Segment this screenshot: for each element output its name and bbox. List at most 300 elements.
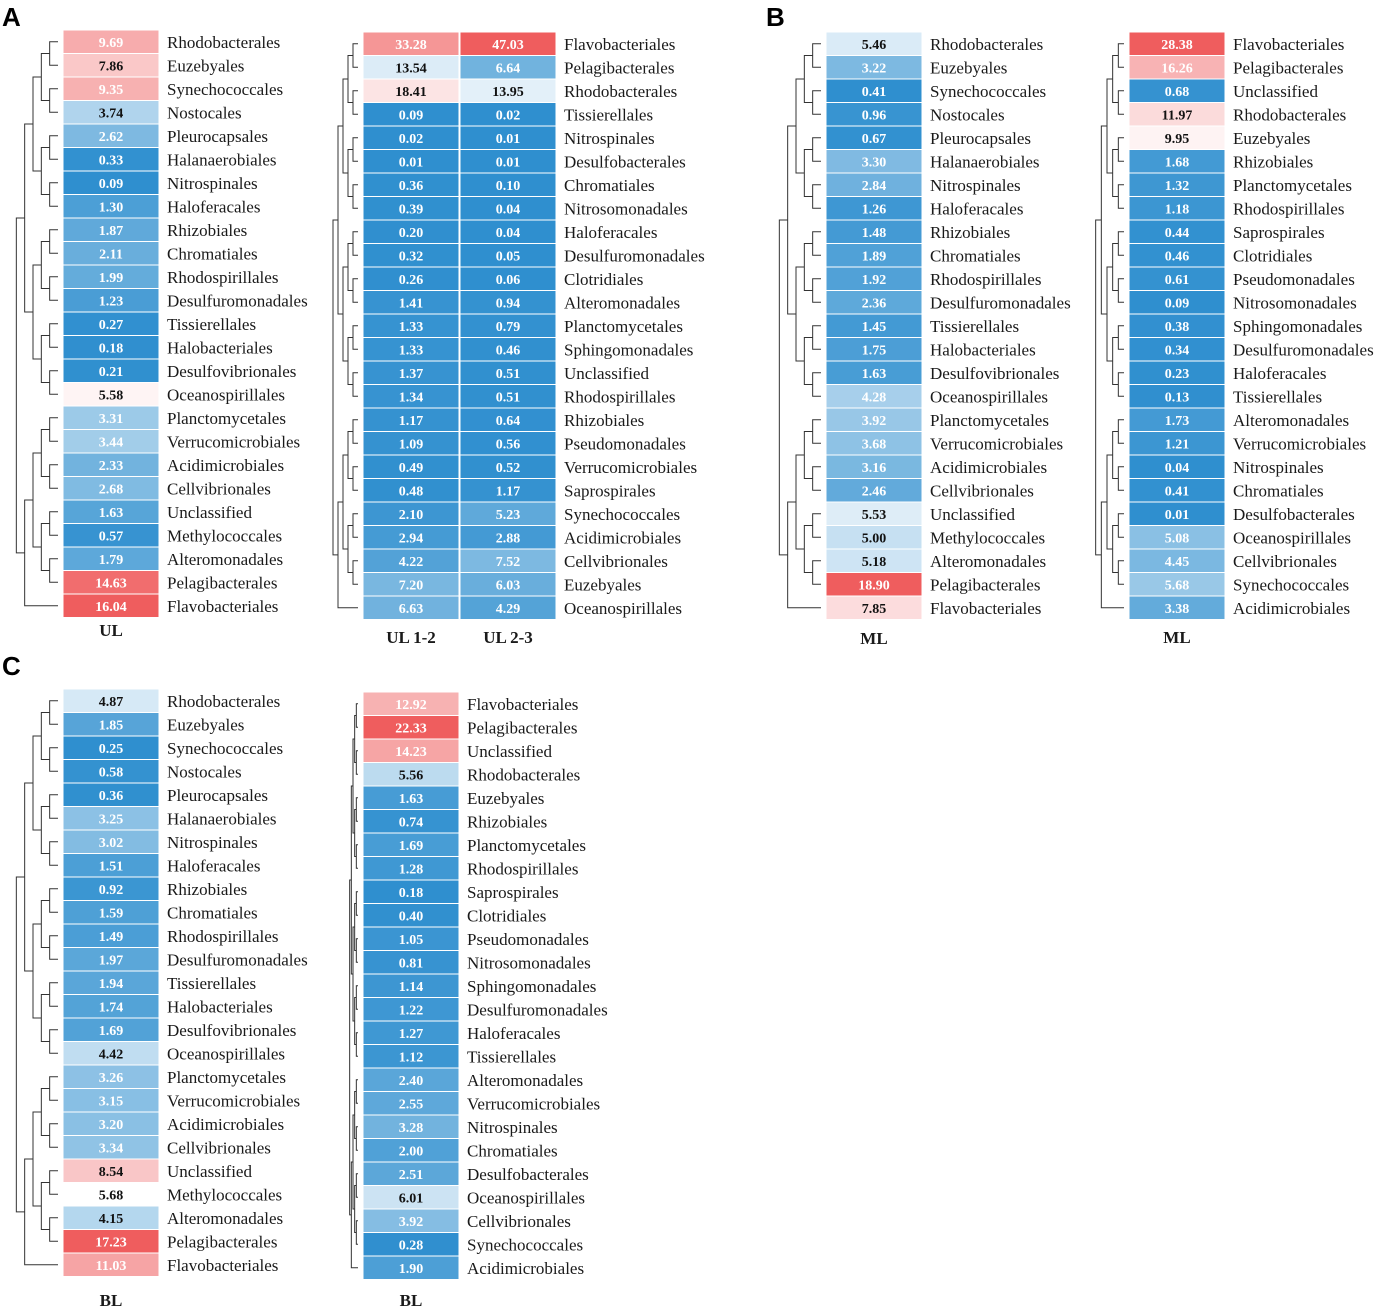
row-label: Verrucomicrobiales (467, 1094, 601, 1114)
row-label: Rhodobacterales (564, 81, 678, 101)
row-label: Cellvibrionales (167, 479, 271, 499)
row-label: Rhodobacterales (167, 32, 281, 52)
row-label: Synechococcales (1233, 575, 1350, 595)
row-label: Unclassified (167, 502, 252, 522)
row-label: Synechococcales (930, 81, 1047, 101)
dendrogram-branch (25, 783, 33, 971)
dendrogram-branch (804, 244, 812, 291)
cell-value-label: 0.13 (1164, 390, 1190, 406)
row-label: Rhodospirillales (167, 267, 279, 287)
cell-value-label: 0.01 (1164, 507, 1190, 523)
cell-value-label: 1.22 (398, 1003, 424, 1019)
cell-value-label: 14.63 (95, 576, 127, 592)
dendrogram-branch (356, 1174, 358, 1198)
dendrogram-branch (1096, 220, 1102, 555)
cell-value-label: 1.37 (398, 366, 424, 382)
dendrogram-branch (50, 1218, 58, 1242)
cell-value-label: 0.23 (1164, 366, 1190, 382)
row-label: Saprospirales (564, 481, 656, 501)
row-label: Desulfuromonadales (467, 1000, 608, 1020)
cell-value-label: 1.59 (98, 906, 124, 922)
cell-value-label: 1.14 (398, 979, 424, 995)
dendrogram-branch (353, 232, 358, 256)
row-label: Acidimicrobiales (930, 457, 1048, 477)
cell-value-label: 6.63 (398, 601, 424, 617)
dendrogram-branch (1118, 373, 1124, 397)
row-label: Planctomycetales (167, 408, 286, 428)
dendrogram-branch (1113, 150, 1119, 197)
row-label: Desulfobacterales (564, 152, 686, 172)
cell-value-label: 16.04 (95, 599, 127, 615)
row-label: Synechococcales (167, 79, 284, 99)
dendrogram-branch (353, 467, 358, 491)
dendrogram-branch (343, 79, 348, 173)
cell-value-label: 12.92 (395, 697, 427, 713)
cell-value-label: 1.85 (98, 718, 124, 734)
row-label: Rhodobacterales (930, 34, 1044, 54)
row-label: Chromatiales (167, 903, 258, 923)
cell-value-label: 14.23 (395, 744, 427, 760)
row-label: Rhodospirillales (1233, 199, 1345, 219)
cell-value-label: 6.03 (495, 578, 521, 594)
cell-value-label: 2.84 (861, 178, 887, 194)
dendrogram-branch (348, 432, 353, 479)
row-label: Tissierellales (167, 973, 257, 993)
dendrogram-branch (796, 455, 804, 549)
row-label: Unclassified (1233, 81, 1318, 101)
cell-value-label: 1.89 (861, 249, 887, 265)
dendrogram-branch (356, 1127, 358, 1151)
dendrogram-branch (50, 983, 58, 1007)
dendrogram-branch (33, 1112, 41, 1206)
column-label: BL (99, 1291, 123, 1308)
panel-label-a: A (2, 2, 21, 32)
cell-value-label: 0.01 (398, 155, 424, 171)
dendrogram-branch (813, 326, 821, 350)
cell-value-label: 7.20 (398, 578, 424, 594)
dendrogram-branch (50, 42, 58, 66)
cell-value-label: 3.28 (398, 1120, 424, 1136)
dendrogram-branch (50, 324, 58, 348)
dendrogram-branch (50, 795, 58, 819)
cell-value-label: 0.79 (495, 319, 521, 335)
dendrogram-branch (348, 526, 353, 573)
dendrogram-branch (50, 277, 58, 301)
cell-value-label: 3.92 (861, 413, 887, 429)
row-label: Tissierellales (1233, 387, 1323, 407)
dendrogram-branch (813, 138, 821, 162)
cell-value-label: 7.86 (98, 59, 124, 75)
dendrogram-branch (16, 877, 24, 1212)
cell-value-label: 5.56 (398, 768, 424, 784)
cell-value-label: 0.41 (1164, 484, 1190, 500)
cell-value-label: 2.36 (861, 296, 887, 312)
dendrogram-branch (1113, 526, 1119, 573)
row-label: Euzebyales (564, 575, 642, 595)
row-label: Nostocales (167, 103, 242, 123)
row-label: Rhodospirillales (930, 269, 1042, 289)
cell-value-label: 0.25 (98, 741, 124, 757)
cell-value-label: 0.34 (1164, 343, 1190, 359)
row-label: Pseudomonadales (467, 929, 589, 949)
dendrogram-branch (41, 901, 49, 948)
dendrogram-branch (16, 218, 24, 553)
dendrogram-branch (804, 526, 812, 573)
cell-value-label: 0.41 (861, 84, 887, 100)
row-label: Clotridiales (564, 269, 644, 289)
row-label: Pseudomonadales (564, 434, 686, 454)
row-label: Verrucomicrobiales (167, 1091, 301, 1111)
dendrogram-branch (50, 1030, 58, 1054)
column-label: ML (1163, 628, 1191, 647)
cell-value-label: 6.64 (495, 61, 521, 77)
row-label: Chromatiales (167, 244, 258, 264)
row-label: Sphingomonadales (564, 340, 694, 360)
cell-value-label: 16.26 (1161, 61, 1193, 77)
cell-value-label: 0.18 (398, 885, 424, 901)
row-label: Saprospirales (1233, 222, 1325, 242)
row-label: Acidimicrobiales (167, 455, 285, 475)
cell-value-label: 0.57 (98, 529, 124, 545)
dendrogram-branch (356, 986, 358, 1010)
cell-value-label: 1.18 (1164, 202, 1190, 218)
cell-value-label: 4.22 (398, 554, 424, 570)
cell-value-label: 5.23 (495, 507, 521, 523)
cell-value-label: 4.45 (1164, 554, 1190, 570)
row-label: Desulfuromonadales (930, 293, 1071, 313)
cell-value-label: 1.75 (861, 343, 887, 359)
cell-value-label: 1.87 (98, 223, 124, 239)
cell-value-label: 0.56 (495, 437, 521, 453)
cell-value-label: 1.30 (98, 200, 124, 216)
cell-value-label: 1.63 (398, 791, 424, 807)
cell-value-label: 0.46 (495, 343, 521, 359)
row-label: Pelagibacterales (167, 1232, 278, 1252)
cell-value-label: 0.36 (398, 178, 424, 194)
row-label: Sphingomonadales (1233, 316, 1363, 336)
dendrogram-branch (50, 183, 58, 207)
dendrogram-branch (1107, 455, 1113, 549)
cell-value-label: 0.09 (398, 108, 424, 124)
cell-value-label: 0.02 (398, 131, 424, 147)
row-label: Cellvibrionales (930, 481, 1034, 501)
dendrogram-branch (779, 220, 787, 555)
dendrogram-branch (1113, 338, 1119, 385)
cell-value-label: 0.40 (398, 909, 424, 925)
dendrogram-branch (1118, 44, 1124, 68)
cell-value-label: 0.49 (398, 460, 424, 476)
cell-value-label: 1.79 (98, 552, 124, 568)
row-label: Desulfovibrionales (167, 1020, 297, 1040)
cell-value-label: 1.48 (861, 225, 887, 241)
cell-value-label: 3.92 (398, 1214, 424, 1230)
row-label: Oceanospirillales (564, 598, 683, 618)
row-label: Planctomycetales (1233, 175, 1352, 195)
dendrogram-branch (353, 91, 358, 115)
cell-value-label: 0.92 (98, 882, 124, 898)
dendrogram-branch (1118, 514, 1124, 538)
cell-value-label: 0.04 (495, 225, 521, 241)
cell-value-label: 13.95 (492, 84, 524, 100)
dendrogram-branch (50, 136, 58, 160)
cell-value-label: 1.49 (98, 929, 124, 945)
cell-value-label: 3.68 (861, 437, 887, 453)
cell-value-label: 0.94 (495, 296, 521, 312)
cell-value-label: 4.15 (98, 1211, 124, 1227)
dendrogram-branch (50, 889, 58, 913)
row-label: Haloferacales (167, 856, 261, 876)
dendrogram-branch (1113, 244, 1119, 291)
row-label: Desulfobacterales (1233, 504, 1355, 524)
dendrogram-branch (50, 559, 58, 583)
cell-value-label: 2.00 (398, 1144, 424, 1160)
row-label: Chromatiales (930, 246, 1021, 266)
dendrogram-branch (1107, 267, 1113, 361)
dendrogram-branch (1118, 561, 1124, 585)
dendrogram-branch (50, 1171, 58, 1195)
row-label: Flavobacteriales (564, 34, 676, 54)
cell-value-label: 3.30 (861, 155, 887, 171)
dendrogram-branch (804, 56, 812, 103)
row-label: Synechococcales (167, 738, 284, 758)
cell-value-label: 33.28 (395, 37, 427, 53)
row-label: Cellvibrionales (1233, 551, 1337, 571)
dendrogram-branch (50, 1077, 58, 1101)
row-label: Methylococcales (167, 526, 283, 546)
row-label: Desulfuromonadales (167, 291, 308, 311)
row-label: Alteromonadales (930, 551, 1047, 571)
cell-value-label: 5.53 (861, 507, 887, 523)
row-label: Rhizobiales (930, 222, 1011, 242)
row-label: Nitrospinales (167, 173, 258, 193)
heatmap-a-1 (333, 32, 705, 647)
dendrogram-branch (50, 1124, 58, 1148)
cell-value-label: 1.09 (398, 437, 424, 453)
cell-value-label: 1.33 (398, 319, 424, 335)
cell-value-label: 0.09 (98, 176, 124, 192)
column-label: ML (860, 629, 888, 648)
row-label: Pelagibacterales (467, 718, 578, 738)
row-label: Haloferacales (467, 1023, 561, 1043)
cell-value-label: 3.15 (98, 1094, 124, 1110)
row-label: Oceanospirillales (467, 1188, 586, 1208)
row-label: Pseudomonadales (1233, 269, 1355, 289)
row-label: Halobacteriales (167, 338, 273, 358)
dendrogram-branch (804, 338, 812, 385)
cell-value-label: 1.12 (398, 1050, 424, 1066)
cell-value-label: 8.54 (98, 1164, 124, 1180)
row-label: Flavobacteriales (1233, 34, 1345, 54)
dendrogram-branch (348, 56, 353, 103)
cell-value-label: 0.74 (398, 815, 424, 831)
row-label: Halanaerobiales (167, 809, 277, 829)
cell-value-label: 1.32 (1164, 178, 1190, 194)
cell-value-label: 1.27 (398, 1026, 424, 1042)
row-label: Chromatiales (1233, 481, 1324, 501)
cell-value-label: 1.23 (98, 294, 124, 310)
cell-value-label: 0.04 (495, 202, 521, 218)
cell-value-label: 3.44 (98, 435, 124, 451)
dendrogram-branch (50, 89, 58, 113)
row-label: Pleurocapsales (930, 128, 1032, 148)
row-label: Rhizobiales (467, 812, 548, 832)
heatmap-a-0 (16, 30, 307, 640)
dendrogram-branch (804, 432, 812, 479)
row-label: Unclassified (930, 504, 1015, 524)
cell-value-label: 1.74 (98, 1000, 124, 1016)
row-label: Rhodospirillales (467, 859, 579, 879)
heatmap-b-2 (779, 32, 1070, 648)
dendrogram-branch (343, 267, 348, 361)
cell-value-label: 1.69 (398, 838, 424, 854)
row-label: Clotridiales (467, 906, 547, 926)
cell-value-label: 11.03 (95, 1258, 127, 1274)
row-label: Acidimicrobiales (467, 1258, 585, 1278)
dendrogram-branch (356, 1080, 358, 1104)
dendrogram-branch (50, 465, 58, 489)
cell-value-label: 0.39 (398, 202, 424, 218)
dendrogram-branch (813, 279, 821, 303)
cell-value-label: 2.94 (398, 531, 424, 547)
cell-value-label: 0.46 (1164, 249, 1190, 265)
dendrogram-branch (1118, 467, 1124, 491)
cell-value-label: 1.21 (1164, 437, 1190, 453)
row-label: Haloferacales (167, 197, 261, 217)
cell-value-label: 0.02 (495, 108, 521, 124)
row-label: Planctomycetales (167, 1067, 286, 1087)
row-label: Chromatiales (467, 1141, 558, 1161)
row-label: Oceanospirillales (930, 387, 1049, 407)
row-label: Oceanospirillales (1233, 528, 1352, 548)
row-label: Nitrospinales (1233, 457, 1324, 477)
dendrogram-branch (356, 704, 358, 728)
heatmap-c-5 (350, 692, 608, 1308)
cell-value-label: 3.20 (98, 1117, 124, 1133)
cell-value-label: 2.11 (99, 247, 123, 263)
row-label: Pelagibacterales (564, 58, 675, 78)
cell-value-label: 1.94 (98, 976, 124, 992)
row-label: Euzebyales (930, 58, 1008, 78)
cell-value-label: 0.01 (495, 131, 521, 147)
row-label: Saprospirales (467, 882, 559, 902)
cell-value-label: 0.51 (495, 366, 521, 382)
row-label: Desulfuromonadales (1233, 340, 1374, 360)
row-label: Pleurocapsales (167, 126, 269, 146)
cell-value-label: 11.97 (1161, 108, 1193, 124)
cell-value-label: 0.52 (495, 460, 521, 476)
dendrogram-branch (1113, 56, 1119, 103)
cell-value-label: 0.68 (1164, 84, 1190, 100)
cell-value-label: 6.01 (398, 1191, 424, 1207)
dendrogram-branch (353, 138, 358, 162)
row-label: Pelagibacterales (167, 573, 278, 593)
dendrogram-branch (813, 373, 821, 397)
cell-value-label: 2.88 (495, 531, 521, 547)
cell-value-label: 2.68 (98, 482, 124, 498)
dendrogram-branch (1118, 420, 1124, 444)
row-label: Cellvibrionales (167, 1138, 271, 1158)
cell-value-label: 5.46 (861, 37, 887, 53)
row-label: Haloferacales (564, 222, 658, 242)
row-label: Verrucomicrobiales (930, 434, 1064, 454)
cell-value-label: 2.51 (398, 1167, 424, 1183)
dendrogram-branch (41, 807, 49, 854)
cell-value-label: 4.29 (495, 601, 521, 617)
row-label: Halobacteriales (167, 997, 273, 1017)
dendrogram-branch (804, 150, 812, 197)
dendrogram-branch (50, 418, 58, 442)
row-label: Planctomycetales (467, 835, 586, 855)
cell-value-label: 17.23 (95, 1235, 127, 1251)
cell-value-label: 1.63 (98, 505, 124, 521)
dendrogram-branch (33, 77, 41, 171)
row-label: Euzebyales (167, 715, 245, 735)
cell-value-label: 0.09 (1164, 296, 1190, 312)
cell-value-label: 2.10 (398, 507, 424, 523)
cell-value-label: 2.62 (98, 129, 124, 145)
dendrogram-branch (348, 338, 353, 385)
dendrogram-branch (353, 185, 358, 209)
dendrogram-branch (41, 54, 49, 101)
row-label: Flavobacteriales (167, 596, 279, 616)
cell-value-label: 4.87 (98, 694, 124, 710)
cell-value-label: 1.45 (861, 319, 887, 335)
cell-value-label: 0.32 (398, 249, 424, 265)
cell-value-label: 1.51 (98, 859, 124, 875)
cell-value-label: 1.73 (1164, 413, 1190, 429)
dendrogram-branch (41, 336, 49, 383)
row-label: Synechococcales (467, 1235, 584, 1255)
column-label: BL (399, 1291, 423, 1308)
dendrogram-branch (1107, 79, 1113, 173)
row-label: Acidimicrobiales (564, 528, 682, 548)
cell-value-label: 1.26 (861, 202, 887, 218)
cell-value-label: 0.27 (98, 317, 124, 333)
cell-value-label: 47.03 (492, 37, 524, 53)
dendrogram-branch (356, 798, 358, 822)
cell-value-label: 28.38 (1161, 37, 1193, 53)
cell-value-label: 2.33 (98, 458, 124, 474)
row-label: Alteromonadales (167, 1208, 284, 1228)
cell-value-label: 2.55 (398, 1097, 424, 1113)
row-label: Cellvibrionales (564, 551, 668, 571)
dendrogram-branch (50, 701, 58, 725)
cell-value-label: 0.58 (98, 765, 124, 781)
row-label: Tissierellales (167, 314, 257, 334)
row-label: Pelagibacterales (930, 575, 1041, 595)
dendrogram-branch (788, 126, 796, 314)
dendrogram-branch (1118, 185, 1124, 209)
row-label: Verrucomicrobiales (167, 432, 301, 452)
dendrogram-branch (25, 124, 33, 312)
cell-value-label: 0.20 (398, 225, 424, 241)
column-label: UL 1-2 (386, 628, 436, 647)
row-label: Verrucomicrobiales (564, 457, 698, 477)
cell-value-label: 9.69 (98, 35, 124, 51)
cell-value-label: 3.22 (861, 61, 887, 77)
cell-value-label: 5.58 (98, 388, 124, 404)
cell-value-label: 1.92 (861, 272, 887, 288)
dendrogram-branch (353, 44, 358, 68)
row-label: Nitrosomonadales (467, 953, 591, 973)
cell-value-label: 7.52 (495, 554, 521, 570)
dendrogram-branch (1101, 126, 1107, 314)
row-label: Synechococcales (564, 504, 681, 524)
cell-value-label: 0.81 (398, 956, 424, 972)
dendrogram-branch (796, 79, 804, 173)
cell-value-label: 1.90 (398, 1261, 424, 1277)
cell-value-label: 5.68 (98, 1188, 124, 1204)
